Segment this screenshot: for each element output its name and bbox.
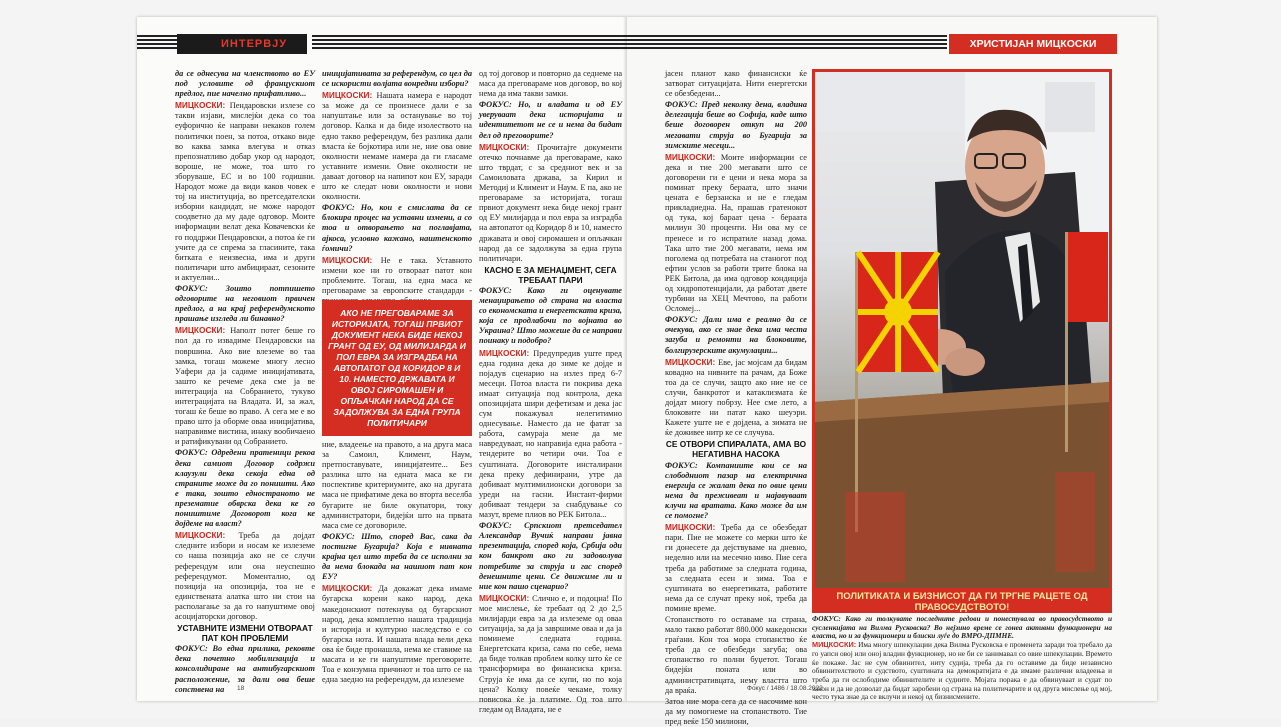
answer (175, 530, 315, 622)
answer-text: Еве, јас мојсам да бидам ковадно на нивните па рачам, да Боже тоа да се случи, защто ако ние не се случи, банкротот и катаклизмата ќе дојдат многу побрзу. Нее сме лето, а блоковите ни патат како шеуэри. Кажете уште не е дојдена, а зимата не ќе доживее нитр ке се случува. (665, 357, 807, 438)
subheading: КАСНО Е ЗА МЕНАЏМЕНТ, СЕГА ТРЕБААТ ПАРИ (484, 264, 617, 285)
question: ФОКУС: Во една прилика, рековте дека почетно мобилизација и консолидиране на антибугарскиот расположение, за дали ова беше сопствена на (175, 644, 315, 694)
speaker-label: МИЦКОСКИ: (812, 640, 857, 650)
name-tag: ХРИСТИЈАН МИЦКОСКИ (949, 34, 1117, 54)
answer-text: од тој договор и повторно да седнеме на маса да преговараме нов договор, во кој нема да има такви замки. (479, 69, 622, 99)
magazine-spread (137, 17, 1157, 726)
text-column-2-bottom (322, 440, 472, 685)
page-number: 18 (237, 685, 245, 692)
photo-caption: ПОЛИТИКАТА И БИЗНИСОТ ДА ГИ ТРГНЕ РАЦЕТЕ ОД ПРАВОСУДСТВОТО! (812, 589, 1112, 613)
answer (322, 440, 472, 531)
portrait-illustration (815, 72, 1109, 588)
text-column-3 (479, 69, 622, 714)
speaker-label: МИЦКОСКИ: (479, 592, 533, 603)
question: ФОКУС: Српскиот претседател Александар Вучиќ направи јавна презентација, според која, Србија оди кон банкрот ако ги задоволува потребите за струја и гас според денешните цени. Се движиме ли и ние кон пашо сценарио? (479, 521, 622, 591)
answer (665, 697, 807, 727)
left-page (137, 17, 627, 714)
question: да се однесува на членството во ЕУ под условите од францускиот предлог, пие начелно прифатливо... (175, 69, 315, 99)
answer-text: Не е така. Уставното измени кое ни го отвораат патот кон проблемите. Тогаш, на една маса ке преговараме за европските стандарди - (322, 255, 472, 295)
answer (322, 583, 472, 685)
answer (665, 522, 807, 614)
speaker-label: МИЦКОСКИ: (479, 347, 534, 358)
answer-text: Нашата намера е народот за може да се произнесе дали е за напуштање или за останување во тој договор. Калка и да биде изолеството на едно такво референдум, без разлика дали власта ќе бојкотира или не, ние ова овие околности немаме намера да ги гласаме уставните измени. Овие околности не даваат договор на напипот кон ЕУ, заради што ке следат нови околности и нови околности. (322, 91, 472, 202)
speaker-label: МИЦКОСКИ: (175, 100, 230, 111)
answer-text: јасен планот како финансиски ќе затворат ситуацијата. Нити енергетски се обезбедени... (665, 69, 807, 99)
question: ФОКУС: Дали има е реално да се очекува, ако се знае дека има честа загуба и ремонти на блоковите, болгирузерските акумулации... (665, 315, 807, 355)
question: ФОКУС: Но, и владата и од ЕУ уверуваат дека историјата и идентитетот не се и нема да бидат дел од преговорите? (479, 100, 622, 140)
answer (665, 152, 807, 315)
speaker-label: МИЦКОСКИ: (175, 530, 239, 541)
answer-text: Пендаровски излезе со такви изјави, мислејќи дека со тоа еуфорично ќе направи некаков голем политички поен, за потоа, откако виде во каква замка влегува и отказ препознатливо добар укор од народот, вороше, не може, тоа што го зборуваше, ЕС и во 100 годишни. Народот може да види каков човек е тој на институција, во претседателски изборни кандидат, не може народот соодветно да му даде одговор. Моите информации велат дека Ковачевски ќе го поддржи Пендаровски, а потоа ќе ги учите да се спрема за гласините, така битката е неизвесна, има и други политичари што амбицираат, сезоните и актуелни... (175, 101, 315, 282)
answer: Има многу шпекулации дека Вилма Русковска е променета заради тоа требало да го уапси овој или оној владин функционер, но не би се занимавал со овие шпекулации. Времето ќе покаже. Јас не сум обвинител, ниту судија, треба да го оставиме да биде независно обвинителството и судството, суштината на демократијата е да имаме различни владеења и треба да ги ослободиме обвинителите и судиите. Мојата порака е да обвинуваат и судат по закон и да не дозволат да бидат заробени од страна на политичарите и од друга мислење од мој, често тука знае да се вклучи и некој од бизнисмените. (812, 640, 1112, 702)
question: ФОКУС: Како ги оценувате менаџирањето од страна на власта со економската и енергетската криза, која се продлабочи по војната во Украина? Што можеше да се направи поинаку и подобро? (479, 285, 622, 346)
question: ФОКУС: Пред неколку дена, владина делегација беше во Софија, каде што беше договорен откуп на 200 мегавати струја во Бугарија за зимските месеци... (665, 100, 807, 150)
answer-text: ние, владеење на правото, а на друга маса за Самоил, Климент, Наум, претпоставувате, иницијатеите... Без разлика што на едната маса ке ги поспективе критериумите, ако на другата маса не прифатиме дека во вторта веселба бугарите не биле окупатори, току администратори, бидејќи што на првата маса сме се договориле. (322, 440, 472, 530)
answer-text: Слично е, и подоцна! По мое мислење, ќе требаат од 2 до 2,5 милијарди евра за да излеземе од оваа ситуација, за да ја завршиме оваа и да ја поминеме следната година. Енергетската криза, сама по себе, нема да биде толкав проблем колку што ќе се трансформира во финансиска криза. Струја ќе има да се купи, но по која цена? Колку повеќе чекаме, толку повисока ќе ја платиме. Од тоа што гледам од Владата, не е (479, 593, 622, 714)
answer (479, 348, 622, 521)
portrait-photo (812, 69, 1112, 591)
answer (665, 615, 807, 696)
section-tag: ИНТЕРВЈУ (177, 34, 307, 54)
answer-text: Предупредив уште пред една година дека до зиме ке дојде и појадув сценарио на излез пред 6-7 месеци. Потоа власта ги покрива дека имаат ситуација под контрола, дека опозицијата шири дефетизам и дека јас сум покажувал нелегитимно однесување. Наместо да не фатат за работа, самураја мене да ме навредуваат, но направија една работа - тендерите во четири очи. Тоа е суштината. Договорите инсталирани дека преку дефинирани, утре да добиваат мултимилионски договори за уреди на гасни. Инстант-фирми добиваат тендери за снабдување со мазут, време плиов во РЕК Битола... (479, 348, 622, 520)
speaker-label: МИЦКОСКИ: (665, 356, 719, 367)
answer-text: Треба да се обезбедат пари. Пие не можете со мерки што ќе ги донесете да дејствуваме на дневно, неделно или на месечно ниво. Пие сега треба да работиме за следната година, за следната есен и зима. Тоа е суштината во енергетиката, работите нема да се случат преку ноќ, треба да помине време. (665, 523, 807, 613)
answer-text: Моите информации се дека и тие 200 мегавати што се договорени ги е цени и нека мора за поминат преку бераата, што значи цената е берзанска и не е гледам прикладиедна. На, прашав гратенокот од тука, кој бараат цена - бераата милиун 30 проценти. Ни ова му се пренесе и го испратиле назад дома. Така што тие 200 мегавати, нема им поголема од потребата на станогот под ефтин услов за работи трите блока на РЕК Битола, да има одговор кондиција од хидропотенцијали, да работат двете турбини на ХЕЦ Мечтово, па работи Осломеј... (665, 152, 807, 314)
speaker-label: МИЦКОСКИ: (479, 141, 537, 152)
header-stripes (627, 35, 947, 51)
answer-text: Затоа ние мора сега да се насочиме кон да му помогнеме на стопанството. Тие пред веќе 150 милиони, (665, 696, 807, 726)
subheading: СЕ ОТВОРИ СПИРАЛАТА, АМА ВО НЕГАТИВНА НАСОКА (665, 439, 807, 460)
question: ФОКУС: Одредени пратеници рекоа дека самиот Договор содржи клаузули дека секоја една од страните може да го поништи. Ако е така, зошто едностраното не презематие обврска дека ке го поништиме Договорот кога ке дојдеме на власт? (175, 448, 315, 529)
pull-quote: АКО НЕ ПРЕГОВАРАМЕ ЗА ИСТОРИЈАТА, ТОГАШ ПРВИОТ ДОКУМЕНТ НЕКА БИДЕ НЕКОЈ ГРАНТ ОД ЕУ, ОД МИЛИЈАРДА И ПОЛ ЕВРА ЗА ИЗГРАДБА НА АВТОПАТОТ ОД КОРИДОР 8 И 10. НАМЕСТО ДРЖАВАТА И ОВОЈ СИРОМАШЕН И ОПЉАЧКАН НАРОД ДА СЕ ЗАДОЛЖУВА ЗА ЕДНА ГРУПА ПОЛИТИЧАРИ (322, 300, 472, 436)
answer (175, 325, 315, 447)
speaker-label: МИЦКОСКИ: (665, 522, 721, 533)
speaker-label: МИЦКОСКИ: (665, 151, 721, 162)
answer (665, 357, 807, 439)
answer (479, 69, 622, 99)
question: ФОКУС: Што, според Вас, сака да постигне Бугарија? Која е нивната крајна цел што треба да се исполни за да нема блокада на нашиот пат кон ЕУ? (322, 531, 472, 582)
answer-text: Наполт потег беше го пол да го извадиме Пендаровски на површина. Ако вие влеземе во таа замка, тогаш можеме многу лесно Уафери да ја садиме иницијативата, зашто ке речеме дека сме ја ве интеграција на Собранието, тукуво интеграцијата на Владата. И, за жал, тогаш ќе беше во право. А сега ме е во право што ја оборме оваа иницијатива, направивме вистина, инаку вообичаено и ратификувани од Собранието. (175, 326, 315, 447)
answer (665, 69, 807, 99)
answer (479, 142, 622, 264)
answer (175, 100, 315, 283)
speaker-label: МИЦКОСКИ: (322, 583, 379, 594)
answer-text: Стопанството го оставаме на страна, мало такво работат 880.000 македонски граѓани. Кон тоа мора стопанство ќе треба да се обезбеди загуба; ова стопанство го полни буџетот. Тогаш бидејќи поната или во административцата, нему властта што да враќа. (665, 614, 807, 695)
question: ФОКУС: Компаниите кои се на слободниот пазар на електрична енергија се жалат дека по овие цени нема да преживеат и најавуваат клучи на вратата. Како може да им се помогне? (665, 460, 807, 521)
speaker-label: МИЦКОСКИ: (322, 90, 377, 101)
question: ФОКУС: Но, кои е смислата да се блокира процес на уставни измени, а со тоа и отворањето на поглавјата, ајкоса, условно кажано, наштенското ѓомичи? (322, 203, 472, 253)
speaker-label: МИЦКОСКИ: (322, 254, 381, 265)
right-page (627, 17, 1157, 726)
header-stripes (137, 35, 177, 51)
answer-text: Да докажат дека имаме бугарска корени како народ, дека македонскиот потекнува од бугарскиот народ, дека комплетно нашата традиција и историја и културно наследство е со бугарска нота. И нашата влада вели дека ова ќе биде пронашла, нема ке ставиме на масата и ке ги напуштиме преговорите. Тоа е конзумна причинот и тоа што се на една заедно на референдум, да излеземе (322, 584, 472, 685)
header-stripes (312, 35, 627, 51)
answer (322, 90, 472, 202)
bottom-qa (812, 614, 1112, 702)
answer (322, 255, 472, 306)
answer-text: Треба да дојдат следните избори и носам ке излеземе со наша позиција ако не се случи референдум или она неуспешно референдумот. Моментално, од позиција на опозиција, тоа не е единствената алатка што ни стои на располагање за да го напуштиме овој асоцијаторски договор. (175, 531, 315, 621)
question: иницијативата за референдум, со цел да се искористи волјата вонредни избори? (322, 69, 472, 89)
answer (479, 593, 622, 715)
question: ФОКУС: Зошто потпишето одговорите на неговиот првичен предлог, а на крај референдумското прашање изгледа ли бинавно? (175, 283, 315, 324)
answer-text: Прочитајте документи отечко почнавме да преговараме, како што тврдат, с за средниот век и за Самоиловата држава, за Кирил и Методиј и Климент и Наум. Е па, ако не преговараме за историјата, тогаш првиот документ нека биде некој грант од ЕУ милијарда и пол евра за изградба на автопатот од Коридор 8 и 10, наместо државата и овој сиромашен и опљачкан народ да се задолжува за една група политичари. (479, 142, 622, 263)
subheading: УСТАВНИТЕ ИЗМЕНИ ОТВОРААТ ПАТ КОН ПРОБЛЕМИ (177, 623, 313, 644)
question: ФОКУС: Како ги толкувате последните редови и понестувала во правосудството и сусленкијата на Вилма Русковска? Во нејзино време се гонеа активни функционери на власта, но и за функционери и блиски луѓе до ВМРО-ДПМНЕ. (812, 614, 1112, 641)
speaker-label: МИЦКОСКИ: (175, 325, 231, 336)
issue-footer: Фокус / 1486 / 18.08.2022 (747, 685, 823, 692)
text-column-2-top (322, 69, 472, 297)
